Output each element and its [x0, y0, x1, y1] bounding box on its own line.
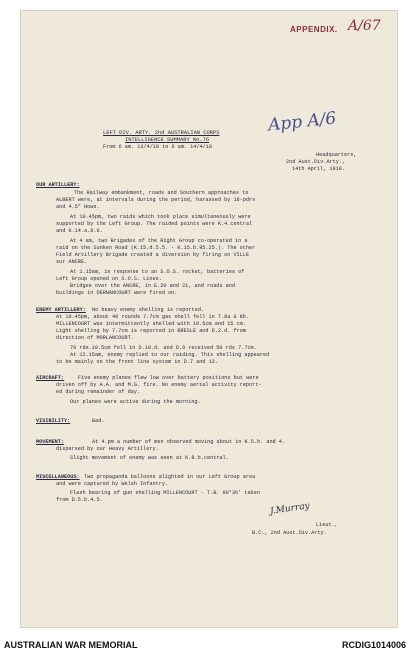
- body-line: Light shelling by 7.7cm is reported in BRESLE and D.2.d. from: [56, 328, 246, 334]
- body-line: At 4.pm a number of men observed moving about in K.5.b. and 4.: [92, 439, 286, 445]
- body-line: ALBERT were, at intervals during the period, harassed by 18-pdrs: [56, 197, 256, 203]
- signature-rank: Lieut.,: [316, 522, 338, 528]
- body-line: At 1.15am, in response to an S.O.S. rocket, batteries of: [70, 269, 245, 275]
- body-line: At 12.15am, enemy replied to our raiding. This shelling appeared: [70, 352, 270, 358]
- header-line-2: INTELLIGENCE SUMMARY No.76: [125, 137, 210, 143]
- body-line: buildings in DERNANCOURT were fired on.: [56, 290, 178, 296]
- body-line: driven off by A.A. and M.G. fire. No enemy aerial activity report-: [56, 382, 262, 388]
- footer-bar: [0, 636, 410, 653]
- headquarters-line-3: 14th April, 1918.: [292, 166, 345, 172]
- body-line: 70 rds.10.5cm fell in D.10.d. and D.9 received 50 rds 7.7cm.: [70, 345, 257, 351]
- signature-unit: B.C., 2nd Aust.Div.Arty.: [252, 530, 327, 536]
- archive-id: RCDIG1014006: [341, 640, 406, 650]
- section-title: OUR ARTILLERY:: [36, 182, 80, 188]
- body-line: dispersed by our Heavy Artillery.: [56, 446, 159, 452]
- body-line: Two propaganda balloons alighted in our Left Group area: [84, 474, 256, 480]
- appendix-handwritten-ref: A/67: [348, 18, 381, 34]
- appendix-stamp: APPENDIX.: [290, 25, 338, 34]
- body-line: and 4.5" Hows.: [56, 204, 100, 210]
- body-line: sur ANCRE.: [56, 259, 88, 265]
- body-line: Flash bearing of gun shelling MILLENCOURT - T.B. 90°36' taken: [70, 490, 260, 496]
- archive-name: AUSTRALIAN WAR MEMORIAL: [4, 640, 138, 650]
- body-line: ed during remainder of day.: [56, 389, 141, 395]
- body-line: and were captured by Welsh Infantry.: [56, 481, 169, 487]
- body-line: and K.14.a.8.6.: [56, 228, 103, 234]
- body-line: Field Artillery Brigade created a diversion by firing on VILLE: [56, 252, 250, 258]
- body-line: At 10.45pm, two raids which took place simultaneously were: [70, 214, 251, 220]
- section-title: ENEMY ARTILLERY:: [36, 307, 86, 313]
- handwritten-appendix-note: App A/6: [267, 108, 338, 136]
- body-line: MILLENCOURT was intermittently shelled with 10.5cm and 15 cm.: [56, 321, 246, 327]
- handwritten-signature: J.Murray: [269, 501, 311, 517]
- body-line: Left Group opened on S.O.S. Lines.: [56, 276, 162, 282]
- body-line: direction of MORLANCOURT.: [56, 335, 134, 341]
- body-line: No heavy enemy shelling is reported.: [92, 307, 205, 313]
- body-line: At 10.45pm, about 40 rounds 7.7cm gas shell fell in 7.8a & 8b.: [56, 314, 250, 320]
- body-line: At 4 am, two Brigades of the Right Group co-operated in a: [70, 238, 248, 244]
- headquarters-line-1: Headquarters,: [316, 152, 357, 158]
- body-line: from D.5.b.4.5.: [56, 497, 103, 503]
- body-line: Bridges over the ANCRE, in E.20 and 21, and roads and: [70, 283, 235, 289]
- section-title: VISIBILITY:: [36, 418, 71, 424]
- body-line: supported by the Left Group. The raided points were K.4.central: [56, 221, 253, 227]
- body-line: Our planes were active during the morning.: [70, 399, 201, 405]
- body-line: raid on the Sunken Road (K.15.d.5.5. - K.15.b.95.25.). The other: [56, 245, 256, 251]
- header-line-1: LEFT DIV. ARTY. 2nd AUSTRALIAN CORPS: [103, 130, 220, 136]
- body-line: to be mainly on the front line system in D.7 and 13.: [56, 359, 218, 365]
- body-line: The Railway embankment, roads and Southern approaches to: [74, 190, 249, 196]
- section-title: AIRCRAFT:: [36, 375, 65, 381]
- body-line: Five enemy planes flew low over battery positions but were: [78, 375, 259, 381]
- body-line: Bad.: [92, 418, 105, 424]
- section-title: MOVEMENT:: [36, 439, 65, 445]
- section-title: MISCELLANEOUS:: [36, 474, 80, 480]
- headquarters-line-2: 2nd Aust.Div.Arty.,: [286, 159, 346, 165]
- body-line: Slight movement of enemy was seen at K.8.b.central.: [70, 455, 229, 461]
- header-line-3: From 6 am. 13/4/18 to 6 am. 14/4/18: [103, 144, 212, 150]
